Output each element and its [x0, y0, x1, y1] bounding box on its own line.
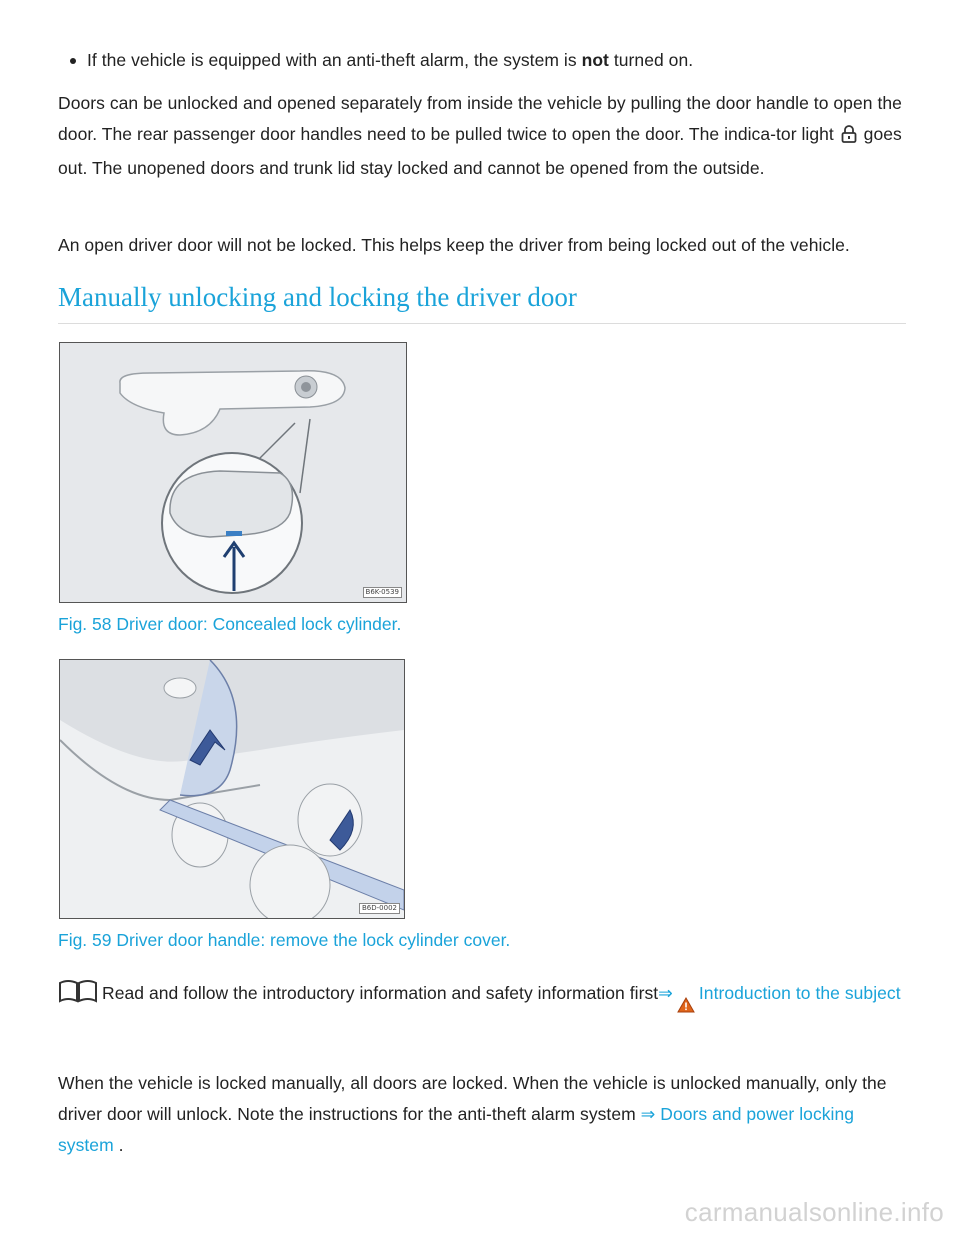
paragraph-door-unlock: Doors can be unlocked and opened separately from inside the vehicle by pulling the door handle to open the door. The rear passenger door handles need to be pulled twice to open the door. The indica-tor light goes out. The unopened doors and trunk lid stay locked and cannot be opened from the outside.	[58, 93, 902, 178]
arrow-symbol: ⇒	[658, 983, 673, 1003]
paragraph-manual-lock: When the vehicle is locked manually, all doors are locked. When the vehicle is unlocked manually, only the driver door will unlock. Note the instructions for the anti-theft alarm system ⇒ Doors and power locking system .	[58, 1073, 887, 1155]
paragraph-driver-door: An open driver door will not be locked. This helps keep the driver from being locked out of the vehicle.	[58, 235, 850, 255]
figure-id-label: B6K-0539	[363, 587, 402, 598]
link-introduction[interactable]: Introduction to the subject	[698, 983, 901, 1003]
door-handle-illustration	[60, 343, 406, 602]
bold-not: not	[581, 50, 609, 70]
arrow-symbol: ⇒	[640, 1104, 656, 1124]
paragraph-read-first: Read and follow the introductory information and safety information first⇒ Introduction to the subject	[58, 978, 906, 1023]
link-doors-locking[interactable]: Doors and power locking system	[58, 1104, 855, 1155]
figure-caption: Fig. 59 Driver door handle: remove the lock cylinder cover.	[58, 930, 511, 950]
lock-indicator-icon	[841, 122, 857, 153]
warning-icon	[677, 992, 695, 1023]
book-icon	[58, 979, 98, 1013]
bullet-text: If the vehicle is equipped with an anti-theft alarm, the system is not turned on.	[87, 50, 694, 70]
figure-lock-cylinder	[59, 342, 407, 603]
section-title: Manually unlocking and locking the driver door	[58, 282, 906, 324]
bullet-item	[72, 45, 892, 76]
lock-cover-illustration	[60, 660, 404, 918]
figure-id-label: B6D-0002	[359, 903, 400, 914]
figure-caption: Fig. 58 Driver door: Concealed lock cylinder.	[58, 614, 402, 634]
figure-lock-cover	[59, 659, 405, 919]
bullet-dot	[70, 58, 76, 64]
watermark: carmanualsonline.info	[684, 1197, 944, 1227]
